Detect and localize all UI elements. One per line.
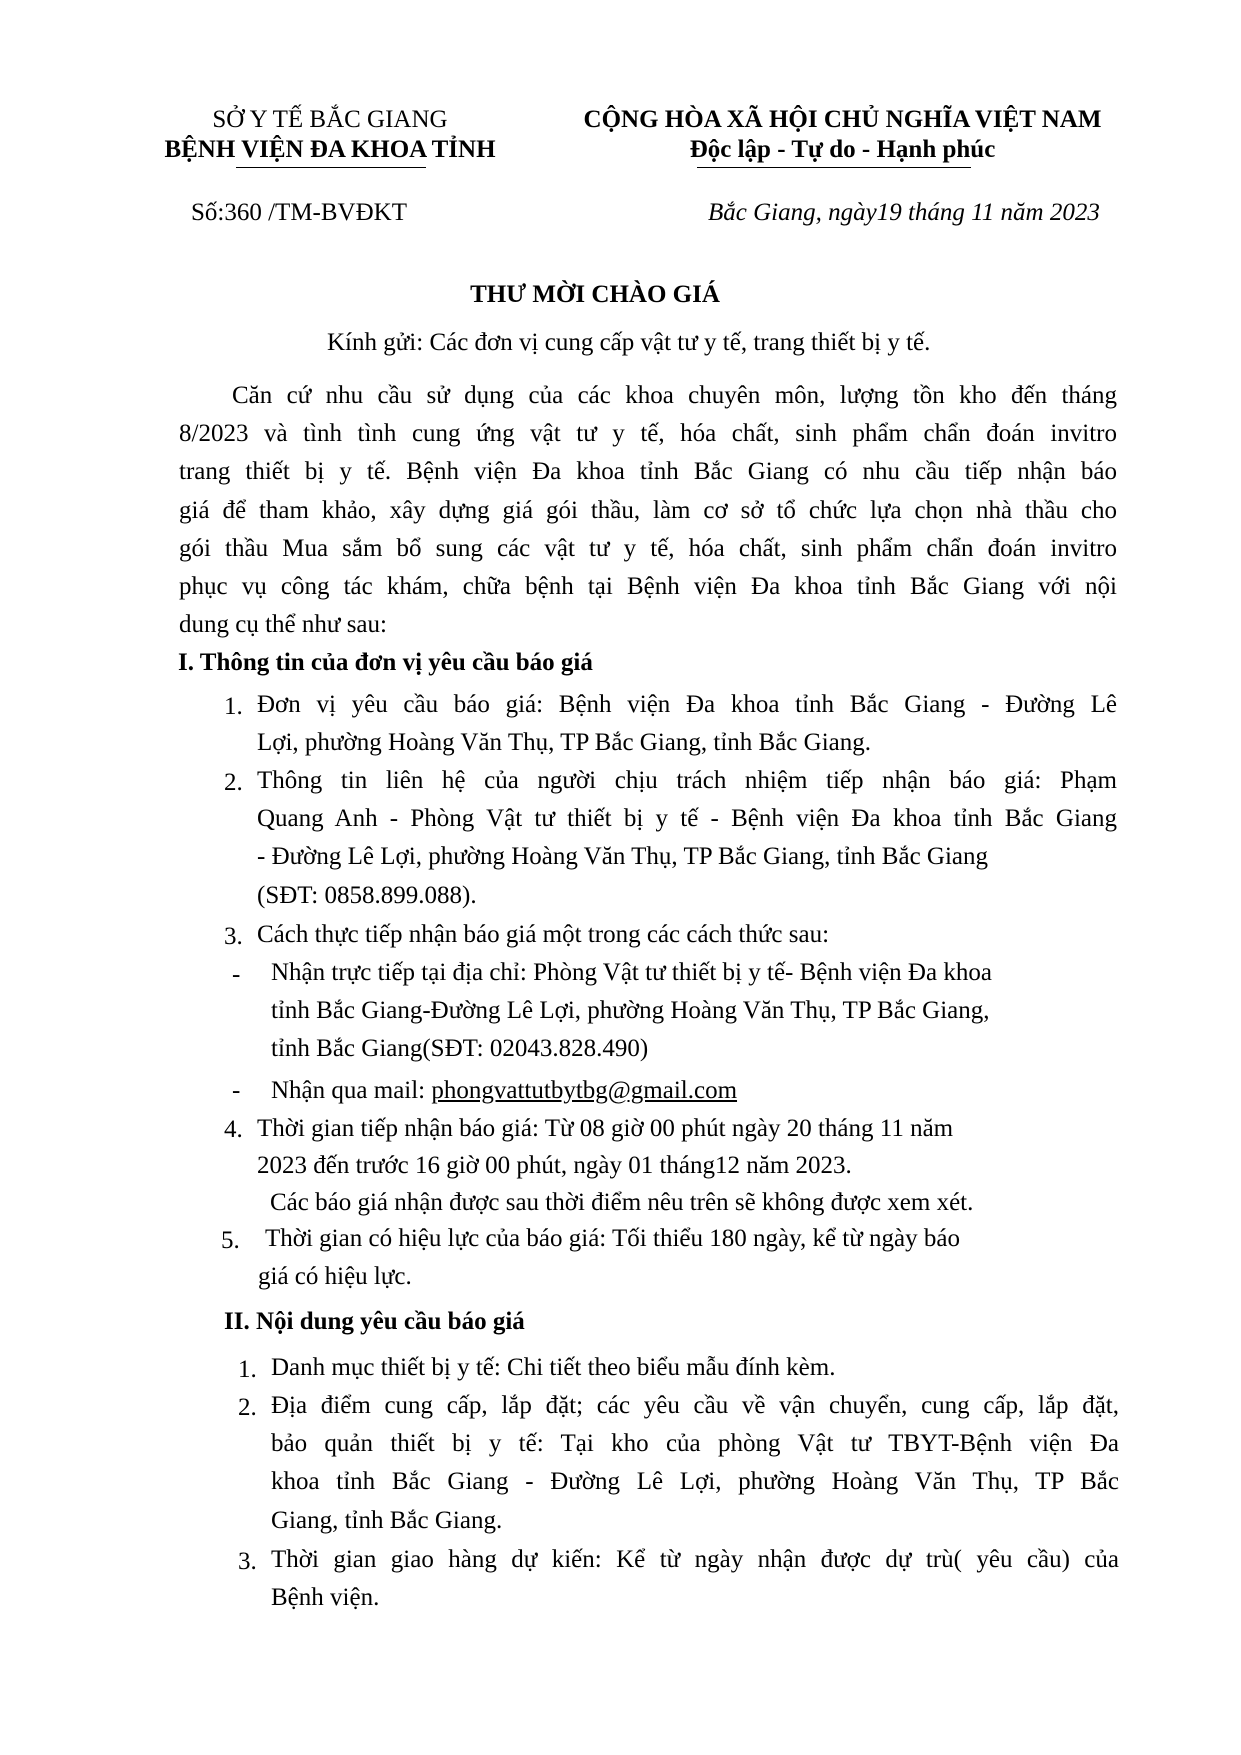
email-link[interactable]: phongvattutbytbg@gmail.com: [431, 1077, 738, 1104]
issuer-underline: [236, 167, 426, 168]
bullet-dash: -: [232, 1077, 241, 1104]
intro-line: gói thầu Mua sắm bổ sung các vật tư y tế, hóa chất, sinh phẩm chẩn đoán invitro: [179, 534, 1117, 562]
recipient-line: Kính gửi: Các đơn vị cung cấp vật tư y tế, trang thiết bị y tế.: [327, 329, 931, 356]
intro-paragraph: [179, 377, 1117, 644]
motto-underline: [697, 167, 971, 168]
list-item: [257, 916, 1117, 954]
list-item-line: Quang Anh - Phòng Vật tư thiết bị y tế - Bệnh viện Đa khoa tỉnh Bắc Giang: [257, 805, 1117, 833]
list-item-number: 2.: [238, 1394, 257, 1421]
intro-line: Căn cứ nhu cầu sử dụng của các khoa chuyên môn, lượng tồn kho đến tháng: [232, 382, 1117, 409]
section-1-heading: I. Thông tin của đơn vị yêu cầu báo giá: [178, 649, 593, 676]
list-item: [271, 1541, 1119, 1617]
bullet-dash: -: [232, 961, 241, 988]
national-title: CỘNG HÒA XÃ HỘI CHỦ NGHĨA VIỆT NAM: [583, 106, 1102, 133]
list-item-line: Lợi, phường Hoàng Văn Thụ, TP Bắc Giang, tỉnh Bắc Giang.: [257, 729, 871, 757]
intro-line: giá để tham khảo, xây dựng giá gói thầu, làm cơ sở tổ chức lựa chọn nhà thầu cho: [179, 496, 1117, 524]
list-item-line: 2023 đến trước 16 giờ 00 phút, ngày 01 tháng12 năm 2023.: [257, 1152, 852, 1179]
list-item-line: Giang, tỉnh Bắc Giang.: [271, 1506, 503, 1534]
issuer-hospital: BỆNH VIỆN ĐA KHOA TỈNH: [164, 136, 496, 163]
list-item: [257, 686, 1117, 762]
national-motto: Độc lập - Tự do - Hạnh phúc: [689, 136, 996, 163]
list-item: [271, 1349, 1119, 1387]
list-item-line: Đơn vị yêu cầu báo giá: Bệnh viện Đa khoa tỉnh Bắc Giang - Đường Lê: [257, 691, 1117, 718]
bullet-item: [271, 1076, 737, 1106]
list-item-number: 2.: [224, 769, 243, 796]
intro-line: trang thiết bị y tế. Bệnh viện Đa khoa tỉnh Bắc Giang có nhu cầu tiếp nhận báo: [179, 458, 1117, 486]
list-item-line: Cách thực tiếp nhận báo giá một trong các cách thức sau:: [257, 921, 830, 948]
list-item-line: Bệnh viện.: [271, 1584, 380, 1612]
list-item: [258, 1220, 1115, 1296]
list-item-line: giá có hiệu lực.: [258, 1263, 412, 1291]
list-item-line: Địa điểm cung cấp, lắp đặt; các yêu cầu về vận chuyển, cung cấp, lắp đặt,: [271, 1392, 1119, 1419]
list-item-line: (SĐT: 0858.899.088).: [257, 881, 477, 909]
document-title: THƯ MỜI CHÀO GIÁ: [470, 281, 720, 308]
intro-line: phục vụ công tác khám, chữa bệnh tại Bệnh viện Đa khoa tỉnh Bắc Giang với nội: [179, 573, 1117, 601]
intro-line: dung cụ thể như sau:: [179, 611, 387, 639]
list-item-number: 3.: [224, 923, 243, 950]
list-item-line: Thời gian giao hàng dự kiến: Kể từ ngày nhận được dự trù( yêu cầu) của: [271, 1546, 1119, 1573]
list-item: [271, 1387, 1119, 1540]
list-item-line: Danh mục thiết bị y tế: Chi tiết theo biểu mẫu đính kèm.: [271, 1354, 836, 1381]
list-item-number: 1.: [224, 693, 243, 720]
email-label: Nhận qua mail:: [271, 1077, 432, 1104]
list-item: [257, 1110, 1117, 1221]
list-item-line: Thời gian có hiệu lực của báo giá: Tối thiểu 180 ngày, kể từ ngày báo: [265, 1225, 960, 1252]
list-item-line: - Đường Lê Lợi, phường Hoàng Văn Thụ, TP Bắc Giang, tỉnh Bắc Giang: [257, 843, 989, 871]
issuer-department: SỞ Y TẾ BẮC GIANG: [212, 106, 448, 133]
list-item-line: Các báo giá nhận được sau thời điểm nêu trên sẽ không được xem xét.: [270, 1189, 974, 1216]
list-item-number: 5.: [221, 1227, 240, 1254]
list-item-number: 1.: [238, 1356, 257, 1383]
list-item-number: 4.: [224, 1116, 243, 1143]
list-item-line: khoa tỉnh Bắc Giang - Đường Lê Lợi, phường Hoàng Văn Thụ, TP Bắc: [271, 1468, 1119, 1496]
list-item-line: Thời gian tiếp nhận báo giá: Từ 08 giờ 00 phút ngày 20 tháng 11 năm: [257, 1115, 954, 1142]
list-item-line: Thông tin liên hệ của người chịu trách nhiệm tiếp nhận báo giá: Phạm: [257, 767, 1117, 794]
bullet-line: tỉnh Bắc Giang-Đường Lê Lợi, phường Hoàng Văn Thụ, TP Bắc Giang,: [271, 997, 990, 1025]
bullet-item: [271, 954, 1111, 1069]
bullet-line: Nhận trực tiếp tại địa chỉ: Phòng Vật tư thiết bị y tế- Bệnh viện Đa khoa: [271, 959, 992, 986]
intro-line: 8/2023 và tình tình cung ứng vật tư y tế, hóa chất, sinh phẩm chẩn đoán invitro: [179, 420, 1117, 448]
list-item-line: bảo quản thiết bị y tế: Tại kho của phòng Vật tư TBYT-Bệnh viện Đa: [271, 1430, 1119, 1458]
list-item: [257, 762, 1117, 915]
place-date: Bắc Giang, ngày19 tháng 11 năm 2023: [708, 199, 1100, 226]
section-2-heading: II. Nội dung yêu cầu báo giá: [224, 1308, 525, 1335]
list-item-number: 3.: [238, 1548, 257, 1575]
bullet-line: tỉnh Bắc Giang(SĐT: 02043.828.490): [271, 1035, 649, 1063]
document-number: Số:360 /TM-BVĐKT: [191, 199, 407, 226]
